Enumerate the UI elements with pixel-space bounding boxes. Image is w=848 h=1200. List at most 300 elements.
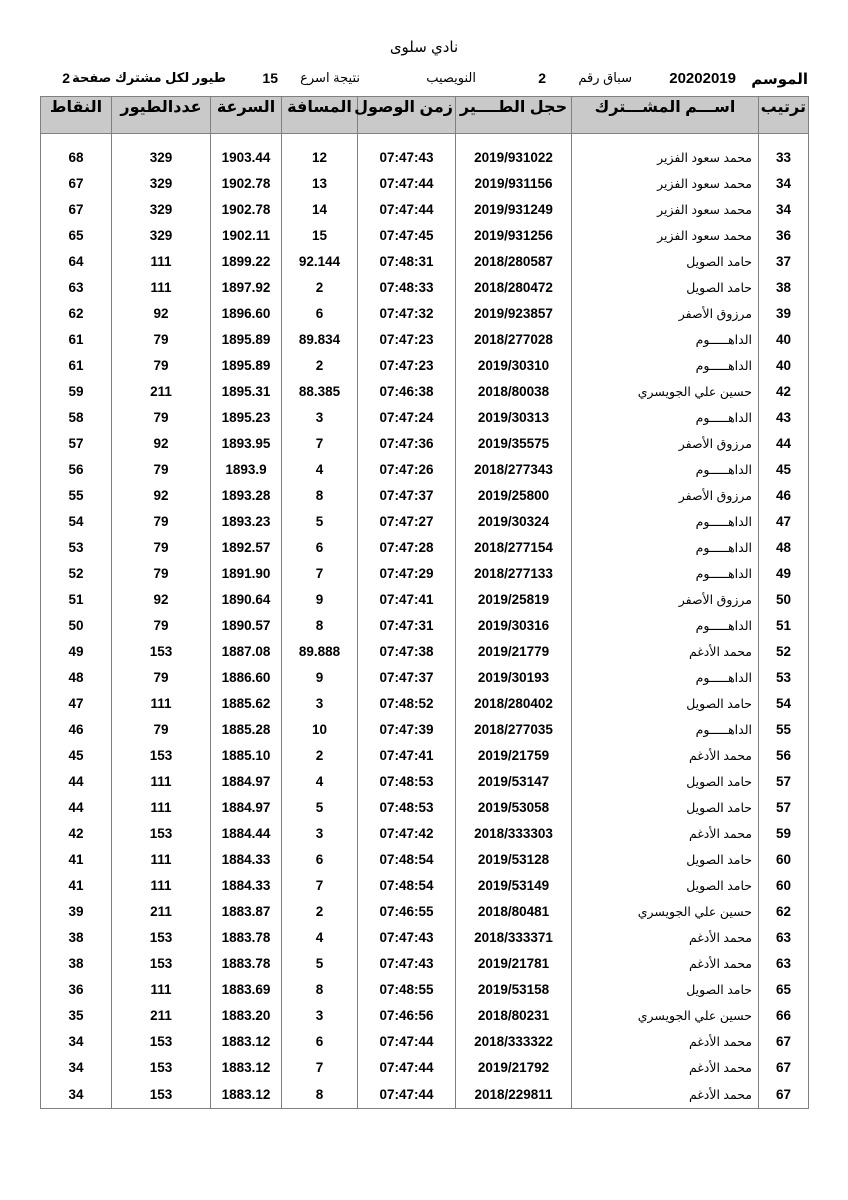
rank-cell: 49 [759, 560, 809, 586]
results-table [40, 96, 809, 1109]
birds-count-cell: 153 [112, 1054, 211, 1080]
rank-cell: 63 [759, 950, 809, 976]
speed-cell: 1884.97 [211, 768, 282, 794]
points-cell: 45 [41, 742, 112, 768]
rank-cell: 67 [759, 1028, 809, 1054]
distance-cell: 92.144 [282, 248, 358, 274]
col-header-birds: عددالطيور [112, 97, 211, 134]
points-cell: 58 [41, 404, 112, 430]
distance-cell: 15 [282, 222, 358, 248]
ring-number-cell: 2018/333371 [456, 924, 572, 950]
speed-cell: 1883.20 [211, 1002, 282, 1028]
distance-cell: 8 [282, 976, 358, 1002]
rank-cell: 67 [759, 1054, 809, 1080]
participant-name-cell: الداهـــــوم [572, 664, 759, 690]
speed-cell: 1902.78 [211, 196, 282, 222]
arrival-time-cell: 07:47:24 [358, 404, 456, 430]
points-cell: 47 [41, 690, 112, 716]
points-cell: 49 [41, 638, 112, 664]
points-cell: 34 [41, 1054, 112, 1080]
rank-cell: 39 [759, 300, 809, 326]
participant-name-cell: الداهـــــوم [572, 560, 759, 586]
birds-count-cell: 92 [112, 300, 211, 326]
distance-cell: 4 [282, 924, 358, 950]
rank-cell: 60 [759, 846, 809, 872]
participant-name-cell: محمد الأدغم [572, 1054, 759, 1080]
birds-per-page-label: طيور لكل مشترك صفحة [72, 70, 226, 85]
points-cell: 41 [41, 872, 112, 898]
rank-cell: 36 [759, 222, 809, 248]
points-cell: 67 [41, 170, 112, 196]
page-number: 2 [62, 70, 70, 86]
table-row [41, 352, 809, 378]
points-cell: 59 [41, 378, 112, 404]
birds-count-cell: 153 [112, 924, 211, 950]
birds-count-cell: 211 [112, 1002, 211, 1028]
birds-count-cell: 79 [112, 534, 211, 560]
birds-count-cell: 153 [112, 1080, 211, 1109]
participant-name-cell: الداهـــــوم [572, 508, 759, 534]
participant-name-cell: الداهـــــوم [572, 352, 759, 378]
col-header-name: اســـم المشـــترك [572, 97, 759, 134]
participant-name-cell: محمد سعود الفزير [572, 134, 759, 171]
distance-cell: 2 [282, 352, 358, 378]
arrival-time-cell: 07:48:55 [358, 976, 456, 1002]
ring-number-cell: 2019/25800 [456, 482, 572, 508]
arrival-time-cell: 07:47:23 [358, 352, 456, 378]
speed-cell: 1887.08 [211, 638, 282, 664]
speed-cell: 1893.9 [211, 456, 282, 482]
table-row [41, 456, 809, 482]
ring-number-cell: 2019/931156 [456, 170, 572, 196]
ring-number-cell: 2019/931256 [456, 222, 572, 248]
participant-name-cell: حامد الصويل [572, 794, 759, 820]
participant-name-cell: حامد الصويل [572, 976, 759, 1002]
ring-number-cell: 2019/30193 [456, 664, 572, 690]
birds-count-cell: 153 [112, 1028, 211, 1054]
arrival-time-cell: 07:47:45 [358, 222, 456, 248]
birds-count-cell: 111 [112, 690, 211, 716]
arrival-time-cell: 07:47:23 [358, 326, 456, 352]
speed-cell: 1897.92 [211, 274, 282, 300]
points-cell: 48 [41, 664, 112, 690]
participant-name-cell: محمد الأدغم [572, 924, 759, 950]
ring-number-cell: 2019/25819 [456, 586, 572, 612]
arrival-time-cell: 07:47:32 [358, 300, 456, 326]
participant-name-cell: حامد الصويل [572, 690, 759, 716]
col-header-speed: السرعة [211, 97, 282, 134]
speed-cell: 1885.62 [211, 690, 282, 716]
table-row [41, 846, 809, 872]
birds-count-cell: 92 [112, 586, 211, 612]
rank-cell: 67 [759, 1080, 809, 1109]
points-cell: 34 [41, 1080, 112, 1109]
speed-cell: 1886.60 [211, 664, 282, 690]
arrival-time-cell: 07:48:31 [358, 248, 456, 274]
table-header-row [41, 97, 809, 134]
table-row [41, 638, 809, 664]
table-row [41, 794, 809, 820]
birds-count-cell: 211 [112, 898, 211, 924]
birds-count-cell: 111 [112, 274, 211, 300]
participant-name-cell: الداهـــــوم [572, 534, 759, 560]
birds-count-cell: 111 [112, 976, 211, 1002]
arrival-time-cell: 07:47:44 [358, 170, 456, 196]
speed-cell: 1891.90 [211, 560, 282, 586]
rank-cell: 50 [759, 586, 809, 612]
participant-name-cell: الداهـــــوم [572, 716, 759, 742]
points-cell: 63 [41, 274, 112, 300]
participant-name-cell: مرزوق الأصفر [572, 300, 759, 326]
birds-count-cell: 79 [112, 560, 211, 586]
speed-cell: 1893.23 [211, 508, 282, 534]
arrival-time-cell: 07:47:26 [358, 456, 456, 482]
table-row [41, 508, 809, 534]
arrival-time-cell: 07:47:37 [358, 664, 456, 690]
arrival-time-cell: 07:47:31 [358, 612, 456, 638]
ring-number-cell: 2019/53149 [456, 872, 572, 898]
distance-cell: 7 [282, 872, 358, 898]
birds-count-cell: 79 [112, 352, 211, 378]
distance-cell: 13 [282, 170, 358, 196]
speed-cell: 1884.97 [211, 794, 282, 820]
points-cell: 67 [41, 196, 112, 222]
participant-name-cell: محمد الأدغم [572, 820, 759, 846]
speed-cell: 1885.28 [211, 716, 282, 742]
arrival-time-cell: 07:48:53 [358, 768, 456, 794]
arrival-time-cell: 07:47:37 [358, 482, 456, 508]
participant-name-cell: محمد سعود الفزير [572, 222, 759, 248]
ring-number-cell: 2019/35575 [456, 430, 572, 456]
distance-cell: 6 [282, 300, 358, 326]
participant-name-cell: حامد الصويل [572, 248, 759, 274]
rank-cell: 47 [759, 508, 809, 534]
ring-number-cell: 2019/931022 [456, 134, 572, 171]
birds-count-cell: 153 [112, 820, 211, 846]
distance-cell: 9 [282, 664, 358, 690]
arrival-time-cell: 07:47:43 [358, 924, 456, 950]
birds-count-cell: 111 [112, 846, 211, 872]
distance-cell: 7 [282, 430, 358, 456]
arrival-time-cell: 07:48:53 [358, 794, 456, 820]
ring-number-cell: 2018/280402 [456, 690, 572, 716]
birds-count-cell: 111 [112, 794, 211, 820]
table-row [41, 612, 809, 638]
participant-name-cell: محمد الأدغم [572, 1028, 759, 1054]
participant-name-cell: حامد الصويل [572, 872, 759, 898]
rank-cell: 34 [759, 196, 809, 222]
distance-cell: 6 [282, 846, 358, 872]
arrival-time-cell: 07:47:27 [358, 508, 456, 534]
arrival-time-cell: 07:48:52 [358, 690, 456, 716]
arrival-time-cell: 07:47:28 [358, 534, 456, 560]
rank-cell: 48 [759, 534, 809, 560]
distance-cell: 2 [282, 742, 358, 768]
distance-cell: 4 [282, 456, 358, 482]
result-value: 15 [262, 70, 278, 86]
birds-count-cell: 211 [112, 378, 211, 404]
ring-number-cell: 2018/280472 [456, 274, 572, 300]
birds-count-cell: 79 [112, 404, 211, 430]
ring-number-cell: 2018/333322 [456, 1028, 572, 1054]
table-row [41, 1002, 809, 1028]
rank-cell: 62 [759, 898, 809, 924]
points-cell: 64 [41, 248, 112, 274]
rank-cell: 44 [759, 430, 809, 456]
location: النويصيب [426, 70, 476, 85]
table-row [41, 482, 809, 508]
participant-name-cell: حامد الصويل [572, 846, 759, 872]
results-body [41, 134, 809, 1109]
speed-cell: 1883.12 [211, 1028, 282, 1054]
points-cell: 65 [41, 222, 112, 248]
points-cell: 57 [41, 430, 112, 456]
table-row [41, 560, 809, 586]
rank-cell: 43 [759, 404, 809, 430]
points-cell: 36 [41, 976, 112, 1002]
birds-count-cell: 329 [112, 196, 211, 222]
birds-count-cell: 79 [112, 664, 211, 690]
table-row [41, 690, 809, 716]
points-cell: 61 [41, 326, 112, 352]
club-title: نادي سلوى [389, 39, 459, 56]
speed-cell: 1895.89 [211, 326, 282, 352]
col-header-rank: ترتيب [759, 97, 809, 134]
points-cell: 62 [41, 300, 112, 326]
speed-cell: 1884.33 [211, 872, 282, 898]
speed-cell: 1884.44 [211, 820, 282, 846]
ring-number-cell: 2018/80038 [456, 378, 572, 404]
participant-name-cell: الداهـــــوم [572, 326, 759, 352]
ring-number-cell: 2019/21779 [456, 638, 572, 664]
speed-cell: 1902.78 [211, 170, 282, 196]
speed-cell: 1884.33 [211, 846, 282, 872]
distance-cell: 9 [282, 586, 358, 612]
rank-cell: 66 [759, 1002, 809, 1028]
table-row [41, 742, 809, 768]
rank-cell: 52 [759, 638, 809, 664]
distance-cell: 6 [282, 1028, 358, 1054]
race-label: سباق رقم [578, 70, 632, 85]
ring-number-cell: 2019/923857 [456, 300, 572, 326]
distance-cell: 3 [282, 1002, 358, 1028]
participant-name-cell: حامد الصويل [572, 768, 759, 794]
participant-name-cell: محمد الأدغم [572, 950, 759, 976]
ring-number-cell: 2019/30324 [456, 508, 572, 534]
speed-cell: 1895.89 [211, 352, 282, 378]
speed-cell: 1895.31 [211, 378, 282, 404]
table-row [41, 768, 809, 794]
participant-name-cell: حسين علي الجويسري [572, 378, 759, 404]
table-row [41, 300, 809, 326]
rank-cell: 56 [759, 742, 809, 768]
table-row [41, 430, 809, 456]
speed-cell: 1890.57 [211, 612, 282, 638]
points-cell: 34 [41, 1028, 112, 1054]
ring-number-cell: 2018/277133 [456, 560, 572, 586]
participant-name-cell: محمد الأدغم [572, 1080, 759, 1109]
birds-count-cell: 92 [112, 430, 211, 456]
arrival-time-cell: 07:47:36 [358, 430, 456, 456]
table-row [41, 716, 809, 742]
race-info-row [40, 70, 808, 90]
birds-count-cell: 79 [112, 612, 211, 638]
participant-name-cell: مرزوق الأصفر [572, 482, 759, 508]
distance-cell: 2 [282, 274, 358, 300]
arrival-time-cell: 07:48:54 [358, 872, 456, 898]
points-cell: 68 [41, 134, 112, 171]
participant-name-cell: حسين علي الجويسري [572, 898, 759, 924]
speed-cell: 1883.69 [211, 976, 282, 1002]
distance-cell: 88.385 [282, 378, 358, 404]
birds-count-cell: 92 [112, 482, 211, 508]
points-cell: 39 [41, 898, 112, 924]
arrival-time-cell: 07:46:56 [358, 1002, 456, 1028]
points-cell: 56 [41, 456, 112, 482]
arrival-time-cell: 07:47:44 [358, 1080, 456, 1109]
col-header-arrival-time: زمن الوصول [358, 97, 456, 134]
distance-cell: 10 [282, 716, 358, 742]
points-cell: 61 [41, 352, 112, 378]
arrival-time-cell: 07:47:41 [358, 742, 456, 768]
table-row [41, 924, 809, 950]
points-cell: 42 [41, 820, 112, 846]
points-cell: 46 [41, 716, 112, 742]
rank-cell: 40 [759, 352, 809, 378]
speed-cell: 1885.10 [211, 742, 282, 768]
participant-name-cell: الداهـــــوم [572, 456, 759, 482]
ring-number-cell: 2018/229811 [456, 1080, 572, 1109]
rank-cell: 57 [759, 794, 809, 820]
ring-number-cell: 2019/21759 [456, 742, 572, 768]
birds-count-cell: 79 [112, 508, 211, 534]
participant-name-cell: محمد سعود الفزير [572, 170, 759, 196]
birds-count-cell: 111 [112, 248, 211, 274]
rank-cell: 57 [759, 768, 809, 794]
speed-cell: 1883.78 [211, 924, 282, 950]
col-header-points: النقاط [41, 97, 112, 134]
race-value: 2 [538, 70, 546, 86]
speed-cell: 1896.60 [211, 300, 282, 326]
speed-cell: 1883.87 [211, 898, 282, 924]
rank-cell: 46 [759, 482, 809, 508]
ring-number-cell: 2019/30313 [456, 404, 572, 430]
birds-count-cell: 111 [112, 872, 211, 898]
speed-cell: 1883.78 [211, 950, 282, 976]
rank-cell: 34 [759, 170, 809, 196]
birds-count-cell: 153 [112, 638, 211, 664]
points-cell: 54 [41, 508, 112, 534]
birds-count-cell: 153 [112, 950, 211, 976]
table-row [41, 196, 809, 222]
distance-cell: 14 [282, 196, 358, 222]
distance-cell: 5 [282, 950, 358, 976]
participant-name-cell: محمد الأدغم [572, 638, 759, 664]
speed-cell: 1902.11 [211, 222, 282, 248]
ring-number-cell: 2018/277028 [456, 326, 572, 352]
distance-cell: 4 [282, 768, 358, 794]
speed-cell: 1903.44 [211, 134, 282, 171]
ring-number-cell: 2018/80481 [456, 898, 572, 924]
speed-cell: 1899.22 [211, 248, 282, 274]
birds-count-cell: 79 [112, 326, 211, 352]
ring-number-cell: 2019/53158 [456, 976, 572, 1002]
participant-name-cell: حسين علي الجويسري [572, 1002, 759, 1028]
participant-name-cell: الداهـــــوم [572, 404, 759, 430]
distance-cell: 5 [282, 794, 358, 820]
distance-cell: 3 [282, 404, 358, 430]
arrival-time-cell: 07:47:43 [358, 950, 456, 976]
ring-number-cell: 2019/53147 [456, 768, 572, 794]
speed-cell: 1892.57 [211, 534, 282, 560]
participant-name-cell: مرزوق الأصفر [572, 430, 759, 456]
points-cell: 38 [41, 924, 112, 950]
rank-cell: 51 [759, 612, 809, 638]
speed-cell: 1893.95 [211, 430, 282, 456]
arrival-time-cell: 07:47:38 [358, 638, 456, 664]
distance-cell: 2 [282, 898, 358, 924]
table-row [41, 1028, 809, 1054]
ring-number-cell: 2019/931249 [456, 196, 572, 222]
rank-cell: 55 [759, 716, 809, 742]
participant-name-cell: محمد الأدغم [572, 742, 759, 768]
points-cell: 44 [41, 768, 112, 794]
birds-count-cell: 329 [112, 170, 211, 196]
participant-name-cell: حامد الصويل [572, 274, 759, 300]
speed-cell: 1883.12 [211, 1080, 282, 1109]
ring-number-cell: 2018/80231 [456, 1002, 572, 1028]
birds-count-cell: 329 [112, 134, 211, 171]
participant-name-cell: محمد سعود الفزير [572, 196, 759, 222]
table-row [41, 898, 809, 924]
points-cell: 50 [41, 612, 112, 638]
table-row [41, 170, 809, 196]
rank-cell: 38 [759, 274, 809, 300]
ring-number-cell: 2019/21792 [456, 1054, 572, 1080]
speed-cell: 1883.12 [211, 1054, 282, 1080]
distance-cell: 6 [282, 534, 358, 560]
arrival-time-cell: 07:46:55 [358, 898, 456, 924]
col-header-ring: حجل الطــــير [456, 97, 572, 134]
rank-cell: 42 [759, 378, 809, 404]
table-row [41, 950, 809, 976]
participant-name-cell: الداهـــــوم [572, 612, 759, 638]
ring-number-cell: 2019/21781 [456, 950, 572, 976]
points-cell: 38 [41, 950, 112, 976]
table-row [41, 134, 809, 171]
ring-number-cell: 2019/53058 [456, 794, 572, 820]
points-cell: 51 [41, 586, 112, 612]
ring-number-cell: 2018/277035 [456, 716, 572, 742]
rank-cell: 40 [759, 326, 809, 352]
arrival-time-cell: 07:48:33 [358, 274, 456, 300]
arrival-time-cell: 07:46:38 [358, 378, 456, 404]
table-row [41, 664, 809, 690]
birds-count-cell: 153 [112, 742, 211, 768]
ring-number-cell: 2019/30310 [456, 352, 572, 378]
table-row [41, 586, 809, 612]
speed-cell: 1893.28 [211, 482, 282, 508]
distance-cell: 5 [282, 508, 358, 534]
ring-number-cell: 2018/333303 [456, 820, 572, 846]
distance-cell: 12 [282, 134, 358, 171]
birds-count-cell: 79 [112, 716, 211, 742]
ring-number-cell: 2018/280587 [456, 248, 572, 274]
table-row [41, 378, 809, 404]
rank-cell: 53 [759, 664, 809, 690]
arrival-time-cell: 07:47:44 [358, 1028, 456, 1054]
ring-number-cell: 2019/53128 [456, 846, 572, 872]
